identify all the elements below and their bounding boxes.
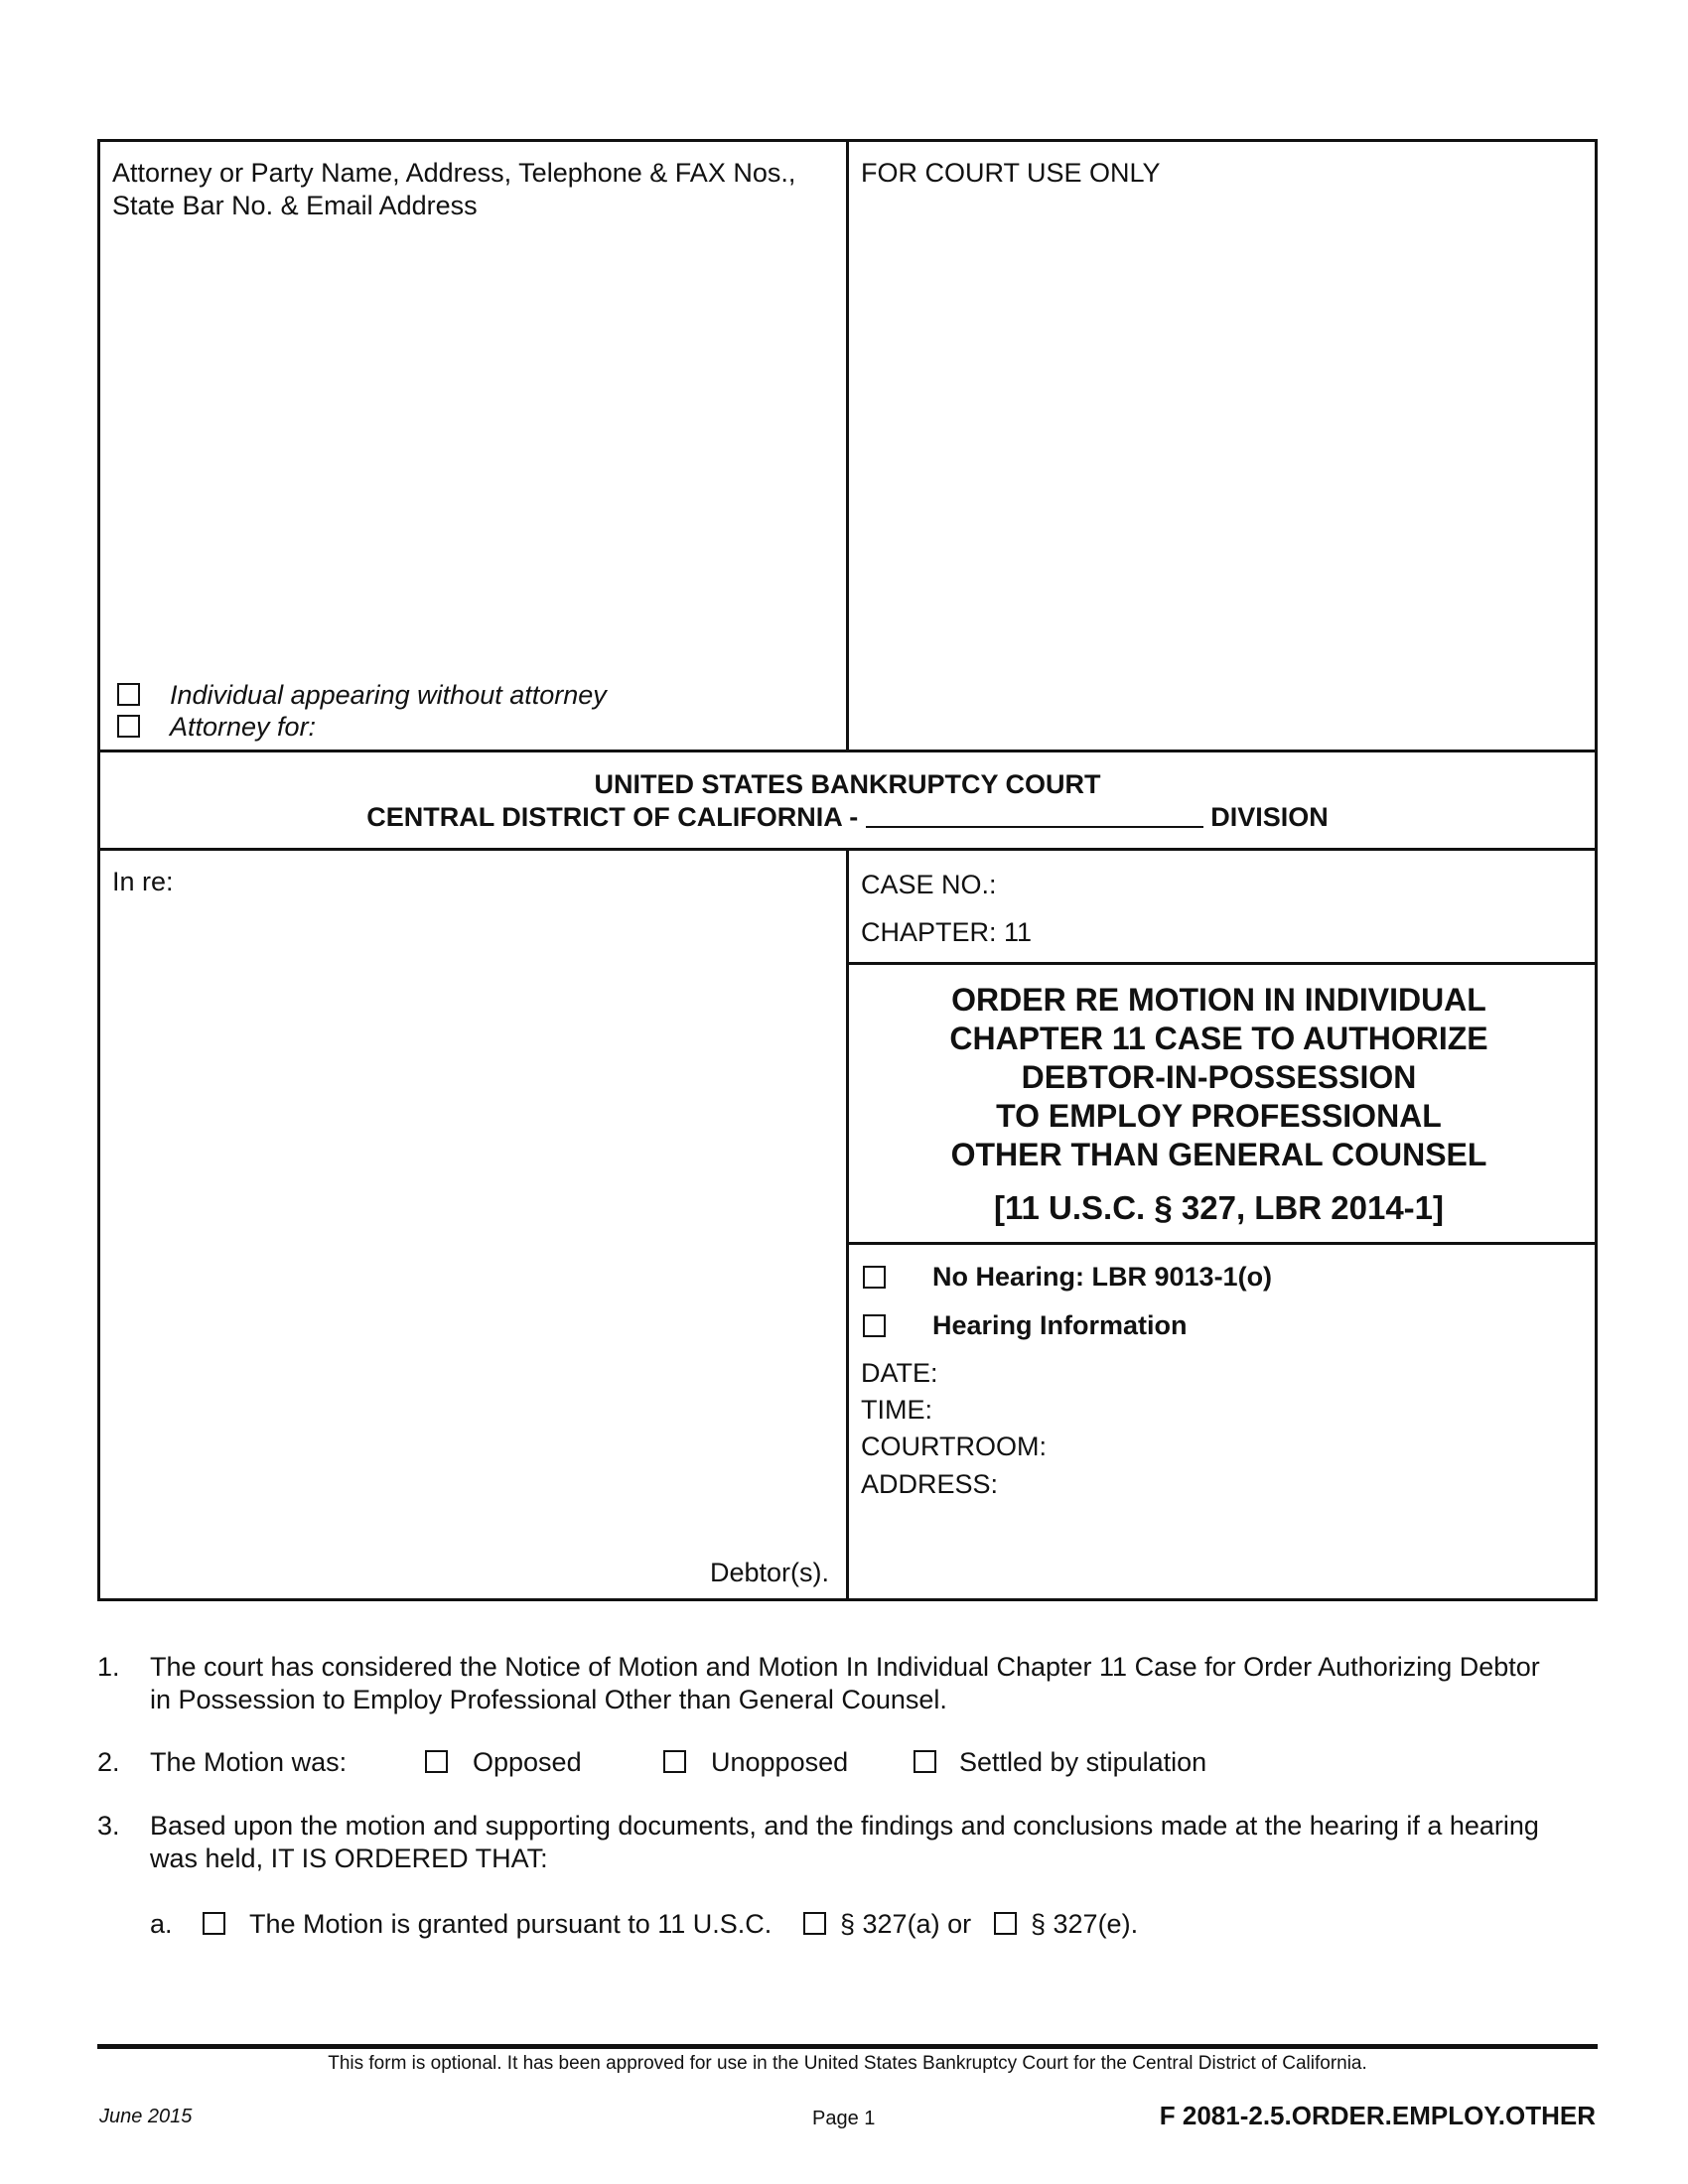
opposed-checkbox[interactable] — [425, 1750, 448, 1773]
division-blank[interactable] — [866, 800, 1203, 828]
hearing-date-label: DATE: — [861, 1358, 938, 1388]
footer-form-id: F 2081-2.5.ORDER.EMPLOY.OTHER — [1159, 2101, 1596, 2130]
hearing-info-checkbox[interactable] — [863, 1314, 886, 1337]
footer-notice: This form is optional. It has been approved for use in the United States Bankruptcy Court for the Central District of California. — [328, 2053, 1367, 2074]
motion-granted-text: The Motion is granted pursuant to 11 U.S.C. — [249, 1909, 773, 1939]
item-1-text-line2: in Possession to Employ Professional Other than General Counsel. — [150, 1685, 947, 1714]
settled-label: Settled by stipulation — [959, 1747, 1207, 1777]
order-title-citation: [11 U.S.C. § 327, LBR 2014-1] — [993, 1189, 1445, 1226]
district-label: CENTRAL DISTRICT OF CALIFORNIA - — [366, 802, 866, 832]
footer-date: June 2015 — [99, 2106, 193, 2127]
opposed-label: Opposed — [473, 1747, 582, 1777]
hearing-time-label: TIME: — [861, 1395, 932, 1425]
no-hearing-checkbox[interactable] — [863, 1266, 886, 1289]
hearing-info-label: Hearing Information — [932, 1310, 1188, 1340]
item-1-text: The court has considered the Notice of Motion and Motion In Individual Chapter 11 Case for Order Authorizing Debtor — [150, 1652, 1540, 1682]
hearing-courtroom-label: COURTROOM: — [861, 1432, 1047, 1461]
table-right-border — [1595, 139, 1598, 1601]
attorney-info-field[interactable] — [109, 228, 834, 665]
footer-rule — [97, 2044, 1598, 2049]
motion-granted-checkbox[interactable] — [203, 1912, 225, 1935]
attorney-for-checkbox[interactable] — [117, 715, 140, 738]
division-label: DIVISION — [1202, 802, 1329, 832]
sub-item-a-label: a. — [150, 1909, 173, 1939]
unopposed-checkbox[interactable] — [663, 1750, 686, 1773]
chapter-label: CHAPTER: 11 — [861, 917, 1033, 947]
unopposed-label: Unopposed — [711, 1747, 849, 1777]
individual-checkbox[interactable] — [117, 683, 140, 706]
court-district-line — [97, 800, 1598, 834]
section-327e-label: § 327(e). — [1031, 1909, 1139, 1939]
court-name: UNITED STATES BANKRUPTCY COURT — [594, 769, 1101, 799]
in-re-label: In re: — [112, 867, 174, 896]
attorney-for-label: Attorney for: — [170, 712, 317, 742]
section-327a-checkbox[interactable] — [803, 1912, 826, 1935]
item-2-label: The Motion was: — [150, 1747, 348, 1777]
attorney-label: Attorney or Party Name, Address, Telephone & FAX Nos., — [112, 158, 796, 188]
item-1-number: 1. — [97, 1652, 120, 1682]
table-left-border — [97, 139, 100, 1601]
section-327a-label: § 327(a) or — [840, 1909, 972, 1939]
order-title-line-4: TO EMPLOY PROFESSIONAL — [996, 1098, 1442, 1134]
order-title-line-1: ORDER RE MOTION IN INDIVIDUAL — [951, 982, 1486, 1018]
header-column-divider — [846, 139, 849, 751]
individual-label: Individual appearing without attorney — [170, 680, 607, 710]
case-no-label: CASE NO.: — [861, 870, 997, 899]
settled-checkbox[interactable] — [914, 1750, 936, 1773]
footer-page-number: Page 1 — [812, 2108, 876, 2129]
item-2-number: 2. — [97, 1747, 120, 1777]
item-3-text-line2: was held, IT IS ORDERED THAT: — [150, 1843, 548, 1873]
title-bottom-border — [846, 1242, 1598, 1245]
court-band-top-border — [97, 750, 1598, 752]
order-title-line-3: DEBTOR-IN-POSSESSION — [1021, 1059, 1417, 1095]
attorney-label-line2: State Bar No. & Email Address — [112, 191, 478, 220]
order-title-line-5: OTHER THAN GENERAL COUNSEL — [950, 1137, 1487, 1172]
court-use-label: FOR COURT USE ONLY — [861, 158, 1161, 188]
debtor-label: Debtor(s). — [710, 1558, 830, 1587]
item-3-text: Based upon the motion and supporting documents, and the findings and conclusions made at the hearing if a hearing — [150, 1811, 1539, 1841]
hearing-address-label: ADDRESS: — [861, 1469, 999, 1499]
table-bottom-border — [97, 1598, 1598, 1601]
no-hearing-label: No Hearing: LBR 9013-1(o) — [932, 1262, 1273, 1292]
order-title-line-2: CHAPTER 11 CASE TO AUTHORIZE — [949, 1021, 1488, 1056]
section-327e-checkbox[interactable] — [994, 1912, 1017, 1935]
item-3-number: 3. — [97, 1811, 120, 1841]
case-info-bottom-border — [846, 962, 1598, 965]
